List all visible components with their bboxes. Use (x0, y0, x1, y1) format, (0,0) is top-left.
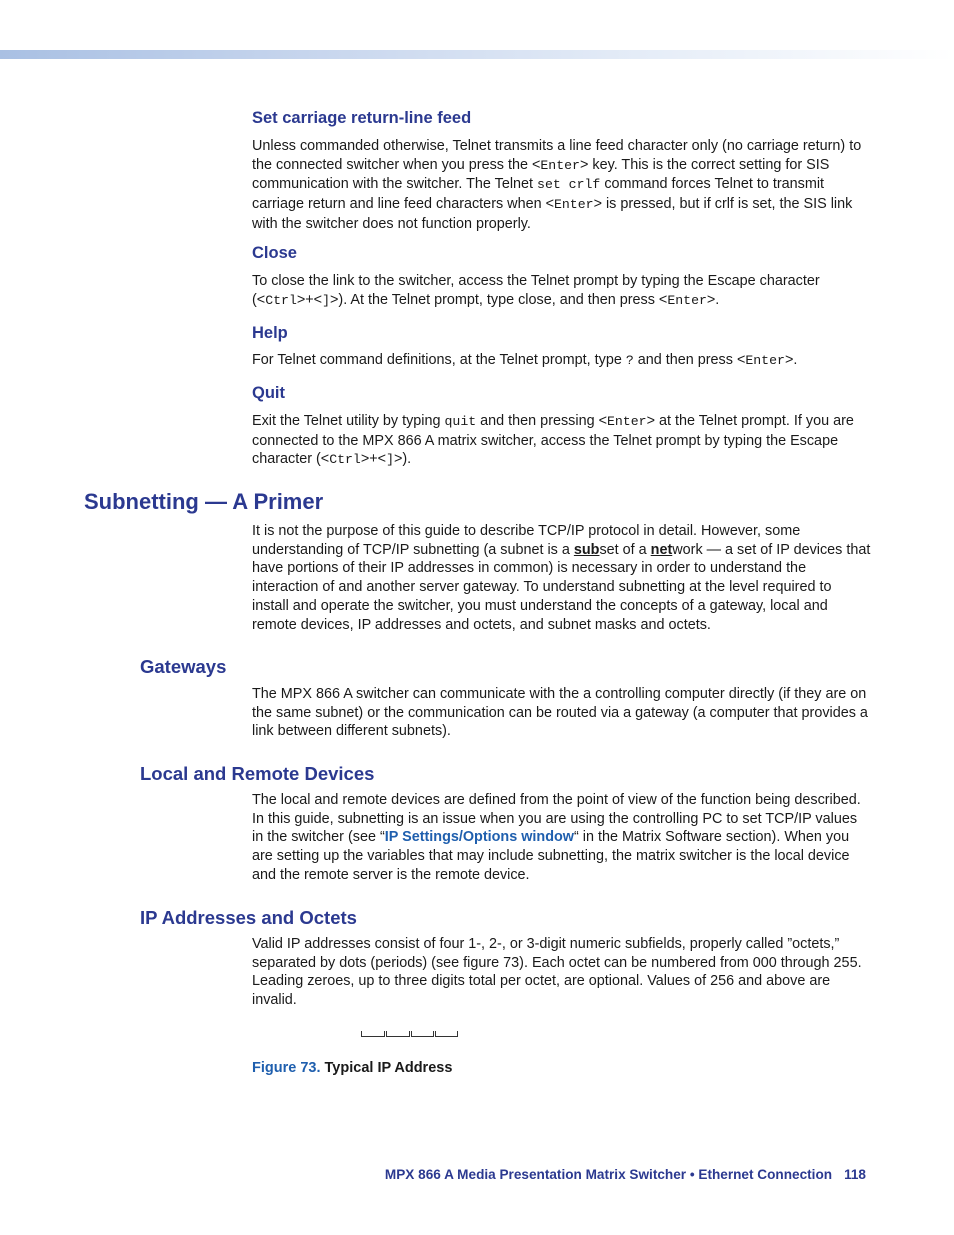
header-gradient-bar (0, 50, 954, 59)
heading-quit: Quit (252, 384, 285, 402)
heading-help: Help (252, 324, 288, 342)
ip-address-octet-brackets (361, 1030, 458, 1038)
heading-subnetting-primer: Subnetting — A Primer (84, 489, 324, 514)
heading-gateways: Gateways (140, 656, 227, 677)
paragraph-quit: Exit the Telnet utility by typing quit and then pressing <Enter> at the Telnet prompt. If you are connected to the MPX 866 A matrix switcher, access the Telnet prompt by typing the Escape character (<Ctrl>+<]>). (252, 413, 854, 468)
heading-close: Close (252, 244, 297, 262)
heading-local-remote-devices: Local and Remote Devices (140, 763, 375, 784)
paragraph-ip-octets: Valid IP addresses consist of four 1-, 2-, or 3-digit numeric subfields, properly called ”octets,” separated by dots (periods) (see figure 73). Each octet can be numbered from 000 through 255. Leading zeroes, up to three digits total per octet, are optional. Values of 256 and above are invalid. (252, 936, 862, 1009)
paragraph-help: For Telnet command definitions, at the Telnet prompt, type ? and then press <Enter>. (252, 352, 798, 368)
page-footer (385, 1167, 866, 1182)
heading-set-carriage-return: Set carriage return-line feed (252, 109, 472, 127)
paragraph-gateways: The MPX 866 A switcher can communicate with the a controlling computer directly (if they are on the same subnet) or the communication can be routed via a gateway (a computer that provides a link between different subnets). (252, 686, 868, 740)
heading-ip-addresses-octets: IP Addresses and Octets (140, 907, 357, 928)
footer-text: MPX 866 A Media Presentation Matrix Switcher • Ethernet Connection (384, 1167, 833, 1182)
figure-caption (252, 1060, 452, 1076)
paragraph-local-remote: The local and remote devices are defined from the point of view of the function being described. In this guide, subnetting is an issue when you are using the controlling PC to set TCP/IP values in the switcher (see “IP Settings/Options window“ in the Matrix Software section). When you are setting up the variables that may include subnetting, the matrix switcher is the local device and the remote server is the remote device. (252, 792, 861, 883)
paragraph-carriage-return: Unless commanded otherwise, Telnet transmits a line feed character only (no carriage return) to the connected switcher when you press the <Enter> key. This is the correct setting for SIS communication with the switcher. The Telnet set crlf command forces Telnet to transmit carriage return and line feed characters when <Enter> is pressed, but if crlf is set, the SIS link with the switcher does not function properly. (252, 138, 862, 232)
paragraph-close: To close the link to the switcher, access the Telnet prompt by typing the Escape character (<Ctrl>+<]>). At the Telnet prompt, type close, and then press <Enter>. (252, 273, 820, 308)
paragraph-subnetting: It is not the purpose of this guide to describe TCP/IP protocol in detail. However, some understanding of TCP/IP subnetting (a subnet is a subset of a network — a set of IP devices that have portions of their IP addresses in common) is necessary in order to understand the interaction of and another server gateway. To understand subnetting at the level required to install and operate the switcher, you must understand the concepts of a gateway, local and remote devices, IP addresses and octets, and subnet masks and octets. (252, 523, 871, 633)
page-number: 118 (844, 1167, 866, 1182)
figure-caption-text: Typical IP Address (324, 1060, 453, 1076)
ip-settings-link[interactable]: IP Settings/Options window (384, 829, 574, 846)
figure-label: Figure 73. (252, 1060, 321, 1076)
